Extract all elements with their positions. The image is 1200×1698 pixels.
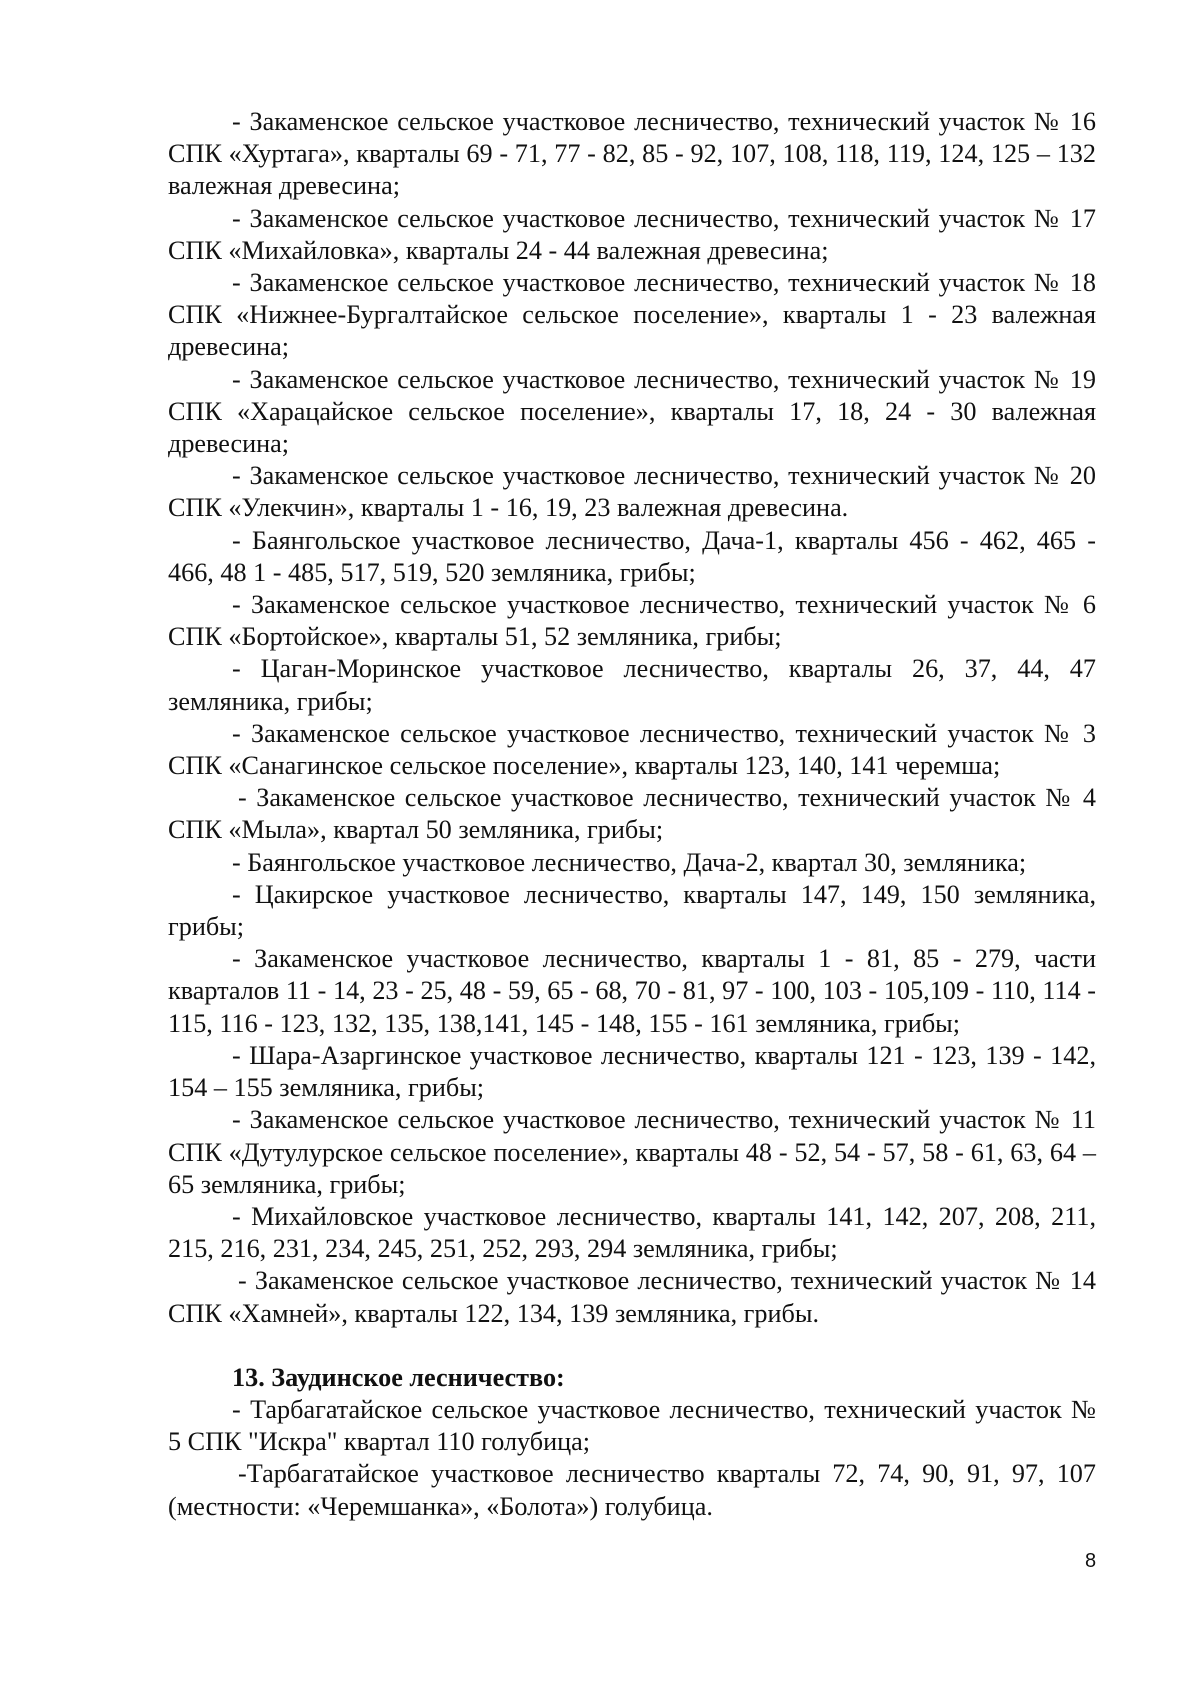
- paragraph: - Тарбагатайское сельское участковое лесничество, технический участок № 5 СПК "Искра" квартал 110 голубица;: [168, 1394, 1096, 1457]
- paragraph: - Цакирское участковое лесничество, кварталы 147, 149, 150 земляника, грибы;: [168, 879, 1096, 942]
- document-page: [168, 106, 1096, 1523]
- paragraph: - Михайловское участковое лесничество, кварталы 141, 142, 207, 208, 211, 215, 216, 231, 234, 245, 251, 252, 293, 294 земляника, грибы;: [168, 1201, 1096, 1264]
- paragraph: - Закаменское сельское участковое лесничество, технический участок № 6 СПК «Бортойское», кварталы 51, 52 земляника, грибы;: [168, 590, 1096, 652]
- paragraph: - Закаменское сельское участковое лесничество, технический участок № 19 СПК «Харацайское сельское поселение», кварталы 17, 18, 24 - 30 валежная древесина;: [168, 364, 1096, 459]
- paragraph: - Закаменское сельское участковое лесничество, технический участок № 20 СПК «Улекчин», кварталы 1 - 16, 19, 23 валежная древесина.: [168, 461, 1096, 523]
- paragraph: - Шара-Азаргинское участковое лесничество, кварталы 121 - 123, 139 - 142, 154 – 155 земляника, грибы;: [168, 1040, 1096, 1103]
- paragraph: - Закаменское участковое лесничество, кварталы 1 - 81, 85 - 279, части кварталов 11 - 14, 23 - 25, 48 - 59, 65 - 68, 70 - 81, 97 - 100, 103 - 105,109 - 110, 114 - 115, 116 - 123, 132, 135, 138,141, 145 - 148, 155 - 161 земляника, грибы;: [168, 944, 1096, 1038]
- paragraph: - Закаменское сельское участковое лесничество, технический участок № 16 СПК «Хуртага», кварталы 69 - 71, 77 - 82, 85 - 92, 107, 108, 118, 119, 124, 125 – 132 валежная древесина;: [168, 107, 1096, 201]
- paragraph: - Баянгольское участковое лесничество, Дача-1, кварталы 456 - 462, 465 - 466, 48 1 - 485, 517, 519, 520 земляника, грибы;: [168, 525, 1096, 587]
- paragraph: - Баянгольское участковое лесничество, Дача-2, квартал 30, земляника;: [232, 847, 1027, 877]
- page-number: 8: [1085, 1550, 1097, 1572]
- paragraph: - Закаменское сельское участковое лесничество, технический участок № 11 СПК «Дутулурское сельское поселение», кварталы 48 - 52, 54 - 57, 58 - 61, 63, 64 – 65 земляника, грибы;: [168, 1105, 1096, 1199]
- paragraph: - Закаменское сельское участковое лесничество, технический участок № 3 СПК «Санагинское сельское поселение», кварталы 123, 140, 141 черемша;: [168, 718, 1096, 781]
- paragraph: - Закаменское сельское участковое лесничество, технический участок № 18 СПК «Нижнее-Бургалтайское сельское поселение», кварталы 1 - 23 валежная древесина;: [168, 268, 1096, 362]
- section-heading: 13. Заудинское лесничество:: [232, 1362, 565, 1392]
- paragraph: -Тарбагатайское участковое лесничество кварталы 72, 74, 90, 91, 97, 107 (местности: «Черемшанка», «Болота») голубица.: [168, 1459, 1096, 1521]
- paragraph: - Цаган-Моринское участковое лесничество, кварталы 26, 37, 44, 47 земляника, грибы;: [168, 654, 1096, 716]
- paragraph: - Закаменское сельское участковое лесничество, технический участок № 14 СПК «Хамней», кварталы 122, 134, 139 земляника, грибы.: [168, 1266, 1096, 1328]
- paragraph: - Закаменское сельское участковое лесничество, технический участок № 4 СПК «Мыла», квартал 50 земляника, грибы;: [168, 783, 1096, 845]
- paragraph: - Закаменское сельское участковое лесничество, технический участок № 17 СПК «Михайловка», кварталы 24 - 44 валежная древесина;: [168, 203, 1096, 265]
